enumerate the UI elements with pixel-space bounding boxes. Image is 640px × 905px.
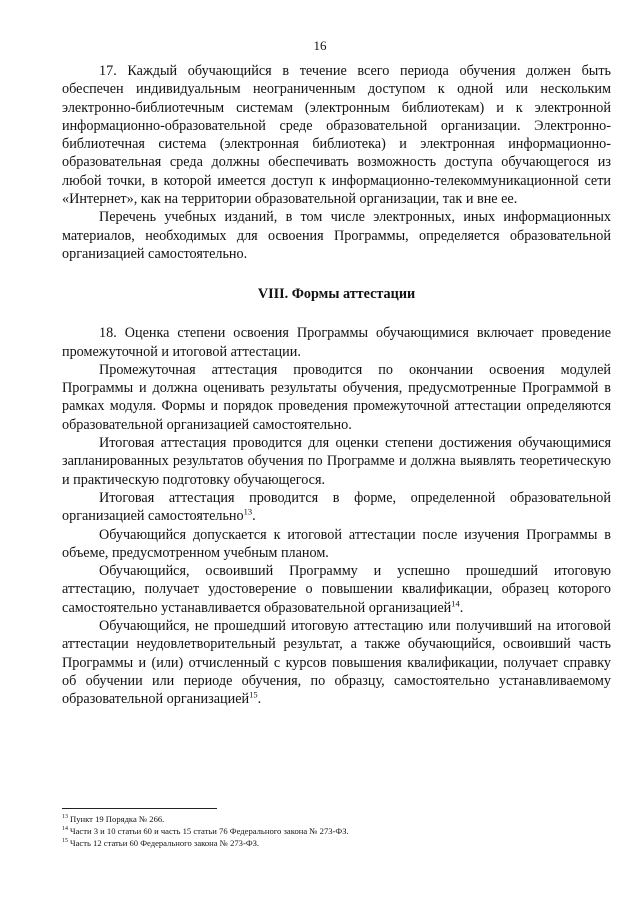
footnote-text: Части 3 и 10 статьи 60 и часть 15 статьи 76 Федерального закона № 273-ФЗ. xyxy=(70,826,349,836)
footnote-ref[interactable]: 13 xyxy=(243,506,253,517)
paragraph-text: Обучающийся, не прошедший итоговую аттестацию или получивший на итоговой аттестации неудовлетворительный результат, а также обучающийся, освоивший часть Программы и (или) отчисленный с курсов повышения квалификации, получает справку об обучении или периоде обучения, по образцу, самостоятельно устанавливаемому образовательной организацией xyxy=(62,618,611,708)
section-heading: VIII. Формы аттестации xyxy=(257,286,416,303)
footnote-ref[interactable]: 14 xyxy=(451,597,460,608)
footnote-text: Пункт 19 Порядка № 266. xyxy=(70,814,165,824)
paragraph-certificate xyxy=(62,562,611,617)
footnote-ref[interactable]: 15 xyxy=(249,689,258,700)
paragraph-18 xyxy=(62,324,611,361)
paragraph-text: Промежуточная аттестация проводится по окончании освоения модулей Программы и должна оценивать результаты обучения, предусмотренные Программой в рамках модуля. Формы и порядок проведения промежуточной аттестации определяются образовательной организацией самостоятельно. xyxy=(62,361,611,433)
footnote-number: 13 xyxy=(62,814,68,821)
footnote-14 xyxy=(62,825,611,837)
paragraph-tail: . xyxy=(252,508,256,525)
footnote-13 xyxy=(62,813,611,825)
paragraph-tail: . xyxy=(459,599,464,616)
paragraph-text: Итоговая аттестация проводится в форме, определенной образовательной организацией самостоятельно xyxy=(62,489,611,525)
footnote-15 xyxy=(62,837,611,849)
footnote-text: Часть 12 статьи 60 Федерального закона № 273-ФЗ. xyxy=(70,838,260,848)
page-number: 16 xyxy=(313,38,327,53)
footnote-number: 14 xyxy=(62,826,68,833)
footnote-divider xyxy=(62,808,217,809)
paragraph-admission xyxy=(62,526,611,563)
paragraph-publications: Перечень учебных изданий, в том числе электронных, иных информационных материалов, необходимых для освоения Программы, определяется образовательной организацией самостоятельно. xyxy=(62,209,611,262)
paragraph-17: 17. Каждый обучающийся в течение всего периода обучения должен быть обеспечен индивидуальным неограниченным доступом к одной или нескольким электронно-библиотечным системам (электронным библиотекам) и к электронной информационно-образовательной среде образовательной организации. Электронно-библиотечная система (электронная библиотека) и электронная информационно-образовательная среда должны обеспечивать возможность доступа обучающегося из любой точки, в которой имеется доступ к информационно-телекоммуникационной сети «Интернет», как на территории образовательной организации, так и вне ее. xyxy=(62,63,611,208)
paragraph-final-attestation-form xyxy=(62,489,611,526)
paragraph-intermediate-attestation xyxy=(62,361,611,434)
paragraph-text: Обучающийся допускается к итоговой аттестации после изучения Программы в объеме, предусмотренном учебным планом. xyxy=(62,526,611,561)
paragraph-text: 18. Оценка степени освоения Программы обучающимися включает проведение промежуточной и итоговой аттестации. xyxy=(62,325,611,360)
paragraph-text: Обучающийся, освоивший Программу и успешно прошедший итоговую аттестацию, получает удостоверение о повышении квалификации, образец которого самостоятельно устанавливается образовательной организацией xyxy=(62,563,611,616)
paragraph-text: Итоговая аттестация проводится для оценки степени достижения обучающимися запланированных результатов обучения по Программе и должна выявлять теоретическую и практическую подготовку обучающегося. xyxy=(62,435,611,488)
footnotes xyxy=(62,808,611,849)
paragraph-tail: . xyxy=(257,691,262,708)
footnote-number: 15 xyxy=(62,838,68,845)
paragraph-final-attestation-purpose xyxy=(62,434,611,489)
document-body xyxy=(62,62,611,709)
paragraph-reference xyxy=(62,617,611,708)
